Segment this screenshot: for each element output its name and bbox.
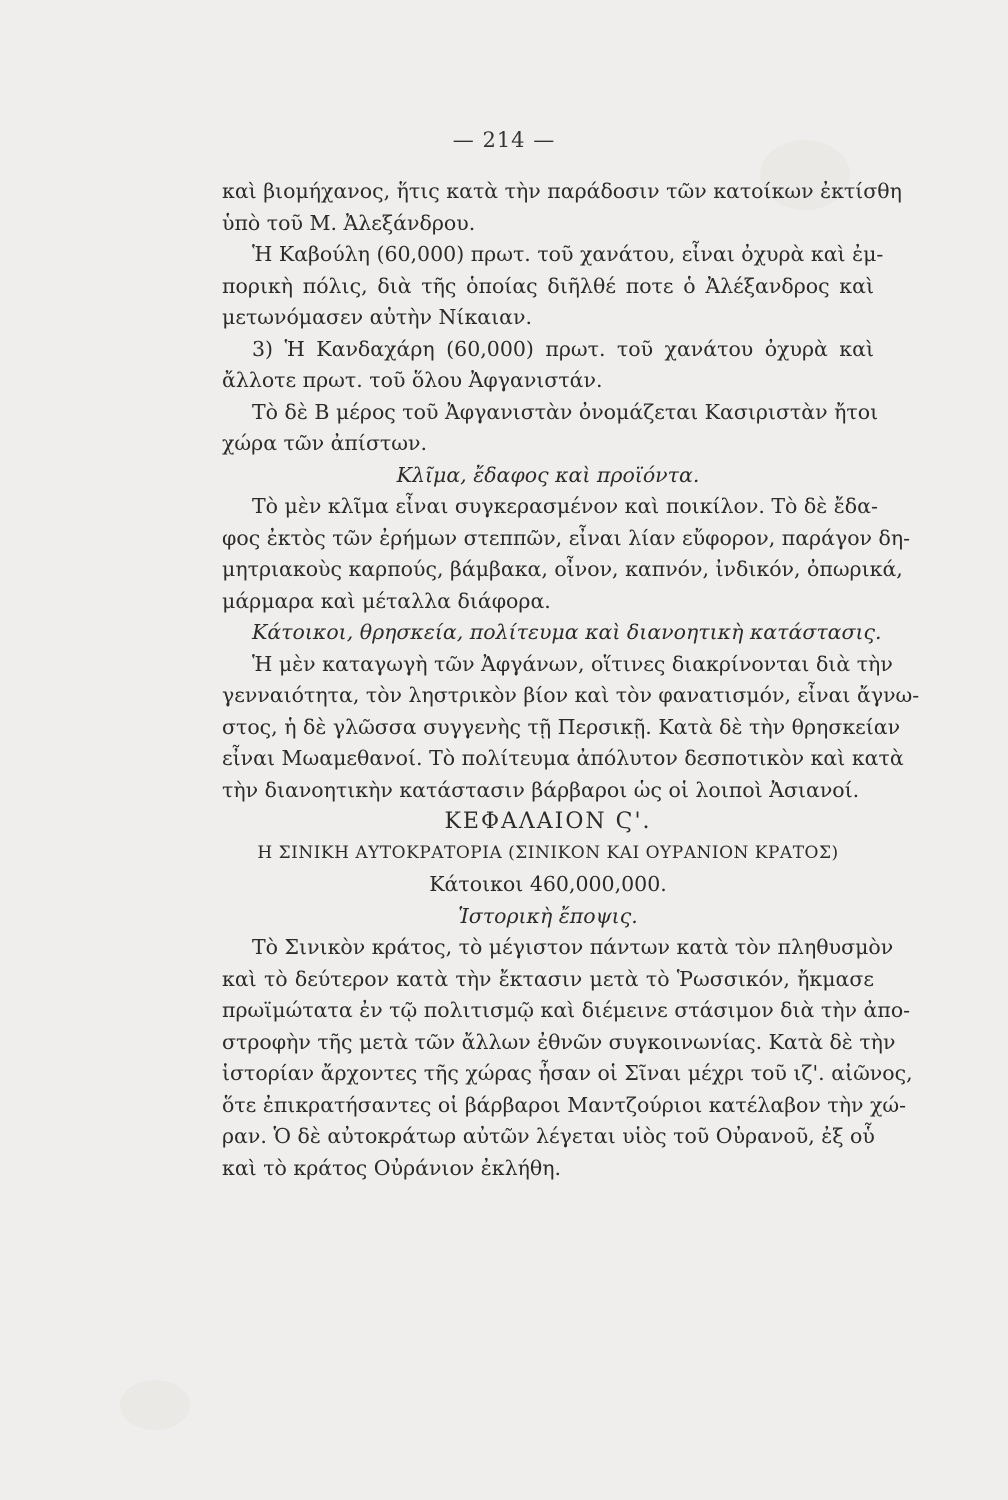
text-line: καὶ τὸ κράτος Οὐράνιον ἐκλήθη. xyxy=(222,1155,562,1180)
body-text xyxy=(222,176,920,1184)
population-line: Κάτοικοι 460,000,000. xyxy=(429,872,667,896)
text-line: ἱστορίαν ἄρχοντες τῆς χώρας ἦσαν οἱ Σῖναι μέχρι τοῦ ιζ'. αἰῶνος, xyxy=(222,1061,913,1085)
section-heading-climate: Κλῖμα, ἔδαφος καὶ προϊόντα. xyxy=(396,462,700,487)
text-line: πρωϊμώτατα ἐν τῷ πολιτισμῷ καὶ διέμεινε στάσιμον διὰ τὴν ἀπο- xyxy=(222,998,911,1022)
text-line: ὑπὸ τοῦ Μ. Ἀλεξάνδρου. xyxy=(222,210,476,235)
text-line: εἶναι Μωαμεθανοί. Τὸ πολίτευμα ἀπόλυτον δεσποτικὸν καὶ κατὰ xyxy=(222,746,904,770)
text-line: Τὸ μὲν κλῖμα εἶναι συγκερασμένον καὶ ποικίλον. Τὸ δὲ ἔδα- xyxy=(252,494,878,518)
text-line: γενναιότητα, τὸν ληστρικὸν βίον καὶ τὸν φανατισμόν, εἶναι ἄγνω- xyxy=(222,683,920,707)
section-heading-history: Ἱστορικὴ ἔποψις. xyxy=(458,903,638,928)
text-line: πορικὴ πόλις, διὰ τῆς ὁποίας διῆλθέ ποτε ὁ Ἀλέξανδρος καὶ xyxy=(222,273,874,298)
page-number: — 214 — xyxy=(452,128,556,152)
text-line: στροφὴν τῆς μετὰ τῶν ἄλλων ἐθνῶν συγκοινωνίας. Κατὰ δὲ τὴν xyxy=(222,1029,896,1054)
text-line: τὴν διανοητικὴν κατάστασιν βάρβαροι ὡς οἱ λοιποὶ Ἀσιανοί. xyxy=(222,777,860,802)
text-line: μάρμαρα καὶ μέταλλα διάφορα. xyxy=(222,588,551,613)
text-line: μητριακοὺς καρπούς, βάμβακα, οἶνον, καπνόν, ἰνδικόν, ὀπωρικά, xyxy=(222,557,903,581)
text-line: καὶ τὸ δεύτερον κατὰ τὴν ἔκτασιν μετὰ τὸ Ῥωσσικόν, ἤκμασε xyxy=(222,966,874,991)
text-line: Ἡ μὲν καταγωγὴ τῶν Ἀφγάνων, οἵτινες διακρίνονται διὰ τὴν xyxy=(252,651,893,676)
text-line: μετωνόμασεν αὐτὴν Νίκαιαν. xyxy=(222,305,532,329)
chapter-heading: ΚΕΦΑΛΑΙΟΝ Ϛ'. xyxy=(444,809,652,834)
text-line: χώρα τῶν ἀπίστων. xyxy=(222,431,427,455)
text-line: στος, ἡ δὲ γλῶσσα συγγενὴς τῇ Περσικῇ. Κατὰ δὲ τὴν θρησκείαν xyxy=(222,714,901,739)
chapter-subtitle: Η ΣΙΝΙΚΗ ΑΥΤΟΚΡΑΤΟΡΙΑ (ΣΙΝΙΚΟΝ ΚΑΙ ΟΥΡΑΝΙΟΝ ΚΡΑΤΟΣ) xyxy=(257,842,839,863)
text-line: φος ἐκτὸς τῶν ἐρήμων στεππῶν, εἶναι λίαν εὔφορον, παράγον δη- xyxy=(222,525,911,550)
text-line: καὶ βιομήχανος, ἥτις κατὰ τὴν παράδοσιν τῶν κατοίκων ἐκτίσθη xyxy=(222,179,902,203)
text-line: Τὸ Σινικὸν κράτος, τὸ μέγιστον πάντων κατὰ τὸν πληθυσμὸν xyxy=(252,935,894,959)
text-line: 3) Ἡ Κανδαχάρη (60,000) πρωτ. τοῦ χανάτου ὀχυρὰ καὶ xyxy=(252,336,874,361)
text-line: ὅτε ἐπικρατήσαντες οἱ βάρβαροι Μαντζούριοι κατέλαβον τὴν χώ- xyxy=(222,1092,907,1117)
text-line: Τὸ δὲ Β μέρος τοῦ Ἀφγανιστὰν ὀνομάζεται Κασιριστὰν ἤτοι xyxy=(252,399,879,424)
text-line: ραν. Ὁ δὲ αὐτοκράτωρ αὐτῶν λέγεται υἱὸς τοῦ Οὐρανοῦ, ἐξ οὗ xyxy=(222,1124,875,1148)
section-heading-inhabitants: Κάτοικοι, θρησκεία, πολίτευμα καὶ διανοητικὴ κατάστασις. xyxy=(252,620,882,644)
paper-stain xyxy=(120,1380,190,1430)
text-line: Ἡ Καβούλη (60,000) πρωτ. τοῦ χανάτου, εἶναι ὀχυρὰ καὶ ἐμ- xyxy=(252,242,884,266)
text-line: ἄλλοτε πρωτ. τοῦ ὅλου Ἀφγανιστάν. xyxy=(222,368,603,392)
